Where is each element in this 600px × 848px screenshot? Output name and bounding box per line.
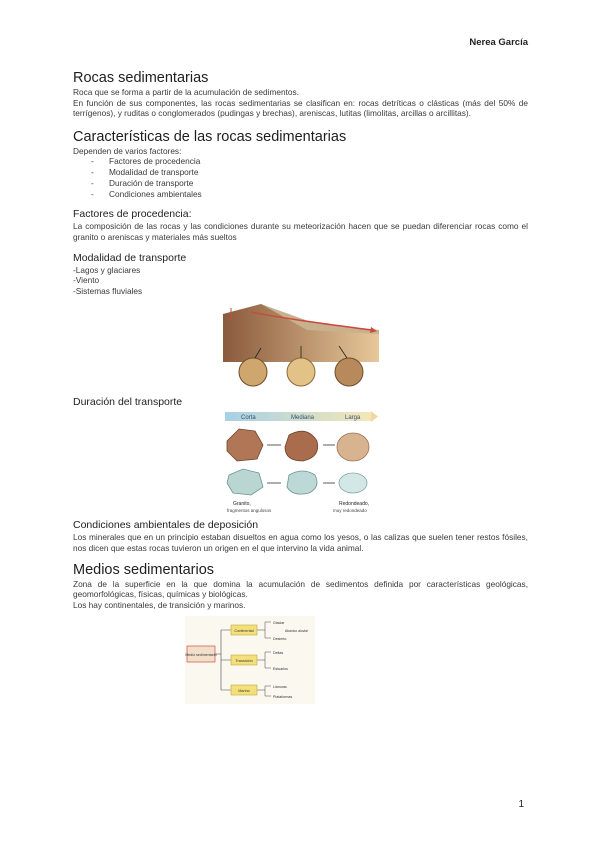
leaf-label: Estuarios	[273, 667, 288, 672]
title-condiciones-ambientales: Condiciones ambientales de deposición	[73, 519, 259, 532]
clast-rounding-figure	[223, 411, 379, 515]
title-rocas-sedimentarias: Rocas sedimentarias	[73, 70, 209, 86]
transport-block-diagram	[221, 300, 381, 392]
rocas-classification: En función de sus componentes, las rocas sedimentarias se clasifican en: rocas detríticas o clásticas (más del 50% de terrígenos), y ruditas o conglomerados (pudingas y brechas), areniscas, lutitas (limolitas, arcillas o arcillitas).	[73, 97, 528, 119]
medios-definition: Zona de la superficie en la que domina la acumulación de sedimentos definida por características geológicas, geomorfológicas, físicas, químicas y biológicas.	[73, 578, 528, 600]
factor-item: - Modalidad de transporte	[91, 167, 528, 178]
node-marino-label: Marino	[238, 689, 250, 694]
caption-right-1: Redondeado,	[338, 501, 369, 508]
rounded-crystal	[339, 473, 367, 493]
sample-coarse	[239, 358, 267, 386]
factor-item: - Factores de procedencia	[91, 156, 528, 167]
leaf-label: Deltas	[273, 651, 284, 656]
document-body	[73, 70, 528, 704]
subrounded-crystal	[287, 471, 317, 494]
factors-list	[73, 156, 528, 200]
rounded-pebble	[337, 433, 369, 461]
leaf-label: Glaciar	[273, 621, 285, 626]
node-continental-label: Continental	[234, 629, 254, 634]
scale-label-short: Corta	[240, 415, 256, 422]
author-name: Nerea García	[469, 37, 528, 48]
medios-types: Los hay continentales, de transición y marinos.	[73, 599, 246, 610]
angular-pebble	[227, 429, 263, 461]
node-transicion-label: Transición	[235, 659, 253, 664]
caption-left-2: fragmentos angulosos	[226, 508, 271, 514]
duration-arrow-head	[371, 411, 378, 422]
modalidad-line: -Sistemas fluviales	[73, 285, 143, 296]
angular-crystal	[227, 469, 263, 495]
scale-label-long: Larga	[344, 415, 360, 422]
modalidad-line: -Lagos y glaciares	[73, 264, 141, 275]
factor-item: - Duración de transporte	[91, 178, 528, 189]
factor-item: - Condiciones ambientales	[91, 189, 528, 200]
sample-medium	[287, 358, 315, 386]
leaf-label: Abanico aluvial	[285, 629, 308, 634]
title-caracteristicas: Características de las rocas sedimentarias	[73, 128, 347, 145]
procedencia-text: La composición de las rocas y las condiciones durante su meteorización hacen que se puedan diferenciar rocas como el granito o areniscas y materiales más sueltos	[73, 221, 528, 242]
sample-fine	[335, 358, 363, 386]
environments-tree-diagram	[185, 616, 315, 704]
leaf-label: Plataformas	[273, 695, 293, 700]
caracteristicas-intro: Dependen de varios factores:	[73, 145, 182, 156]
caption-left-1: Granito,	[232, 501, 251, 508]
leaf-label: Desierto	[273, 637, 287, 642]
scale-label-medium: Mediana	[290, 415, 314, 422]
leaf-label: Llanuras	[273, 685, 287, 690]
title-duracion-transporte: Duración del transporte	[73, 396, 183, 409]
root-label: Medio sedimentario	[185, 653, 217, 658]
modalidad-line: -Viento	[73, 275, 100, 286]
title-modalidad-transporte: Modalidad de transporte	[73, 251, 187, 264]
condiciones-text: Los minerales que en un principio estaban disueltos en agua como los yesos, o las calizas que suelen tener restos fósiles, nos dicen que estas rocas tuvieron un origen en el que intervino la vida animal.	[73, 532, 528, 553]
subrounded-pebble	[285, 431, 318, 461]
caption-right-2: muy redondeado	[332, 508, 367, 514]
title-medios-sedimentarios: Medios sedimentarios	[73, 561, 215, 578]
rocas-definition: Roca que se forma a partir de la acumulación de sedimentos.	[73, 87, 299, 97]
page-number: 1	[518, 799, 524, 810]
title-factores-procedencia: Factores de procedencia:	[73, 208, 192, 221]
